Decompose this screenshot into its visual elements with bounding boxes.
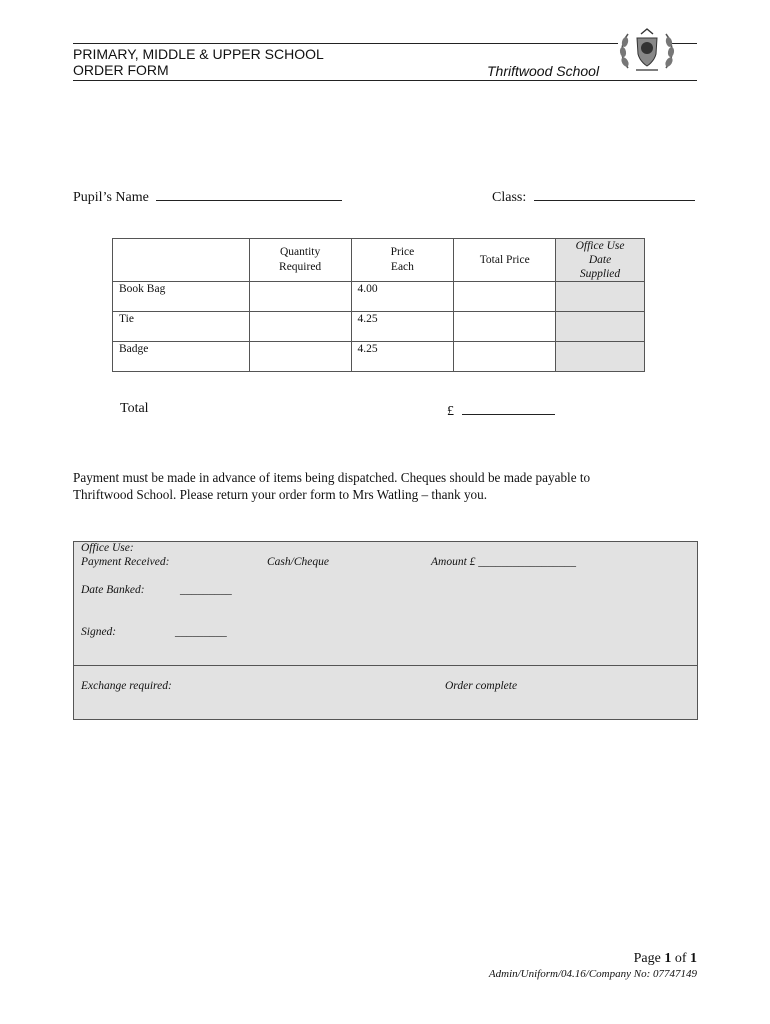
pupil-name-field[interactable] xyxy=(73,187,342,206)
header-quantity-line1: Quantity xyxy=(279,246,321,258)
header-office-line3: Supplied xyxy=(579,268,621,280)
header-office-line1: Office Use xyxy=(575,240,625,252)
page-number xyxy=(634,951,697,967)
cash-cheque-label: Cash/Cheque xyxy=(267,556,329,568)
header-item xyxy=(113,239,250,282)
date-supplied-cell xyxy=(556,312,645,342)
header-price-line2: Each xyxy=(390,261,414,273)
total-amount-field[interactable] xyxy=(447,401,555,420)
office-box-divider xyxy=(74,665,697,666)
total-price-cell[interactable] xyxy=(454,282,556,312)
table-row xyxy=(113,312,645,342)
total-label: Total xyxy=(120,401,149,416)
date-supplied-cell xyxy=(556,282,645,312)
total-price-cell[interactable] xyxy=(454,342,556,372)
office-use-box xyxy=(73,541,698,720)
amount-blank[interactable]: _________________ xyxy=(478,556,577,568)
header-title-line2: ORDER FORM xyxy=(73,62,169,78)
header-office-line2: Date xyxy=(588,254,612,266)
item-cell: Tie xyxy=(113,312,250,342)
payment-note xyxy=(73,469,713,503)
quantity-cell[interactable] xyxy=(249,342,351,372)
school-name: Thriftwood School xyxy=(487,63,600,79)
quantity-cell[interactable] xyxy=(249,282,351,312)
exchange-required-label: Exchange required: xyxy=(81,680,172,692)
signed-label: Signed: xyxy=(81,626,117,638)
header-total: Total Price xyxy=(454,239,556,282)
payment-received-label: Payment Received: xyxy=(81,556,170,568)
signed-blank[interactable]: _________ xyxy=(175,626,227,638)
order-table xyxy=(112,238,645,372)
header-price-line1: Price xyxy=(390,246,415,258)
school-crest-icon xyxy=(618,24,676,78)
table-header-row xyxy=(113,239,645,282)
total-amount-line[interactable] xyxy=(462,401,555,415)
price-cell: 4.00 xyxy=(351,282,454,312)
currency-symbol: £ xyxy=(447,404,454,419)
price-cell: 4.25 xyxy=(351,342,454,372)
header-price xyxy=(351,239,454,282)
amount-label: Amount £ xyxy=(431,556,476,568)
total-price-cell[interactable] xyxy=(454,312,556,342)
document-reference: Admin/Uniform/04.16/Company No: 07747149 xyxy=(488,968,697,980)
class-line[interactable] xyxy=(534,187,695,201)
order-complete-label: Order complete xyxy=(445,680,518,692)
price-cell: 4.25 xyxy=(351,312,454,342)
header-office-use xyxy=(556,239,645,282)
amount-field[interactable] xyxy=(431,556,576,568)
date-supplied-cell xyxy=(556,342,645,372)
quantity-cell[interactable] xyxy=(249,312,351,342)
page-total: 1 xyxy=(690,951,697,966)
pupil-name-line[interactable] xyxy=(156,187,342,201)
item-cell: Book Bag xyxy=(113,282,250,312)
page-prefix: Page xyxy=(633,951,665,966)
table-row xyxy=(113,342,645,372)
page-of: of xyxy=(671,951,690,966)
header-title xyxy=(73,46,324,78)
payment-note-line1: Payment must be made in advance of items being dispatched. Cheques should be made payable to xyxy=(73,470,591,485)
item-cell: Badge xyxy=(113,342,250,372)
date-banked-label: Date Banked: xyxy=(81,584,145,596)
pupil-name-label: Pupil’s Name xyxy=(73,190,149,205)
header-title-line1: PRIMARY, MIDDLE & UPPER SCHOOL xyxy=(73,46,324,62)
table-row xyxy=(113,282,645,312)
office-use-heading: Office Use: xyxy=(81,542,134,554)
payment-note-line2: Thriftwood School. Please return your order form to Mrs Watling – thank you. xyxy=(73,487,488,502)
date-banked-blank[interactable]: _________ xyxy=(180,584,232,596)
class-label: Class: xyxy=(492,190,527,205)
header-top-rule xyxy=(73,43,618,44)
header-quantity-line2: Required xyxy=(279,261,322,273)
class-field[interactable] xyxy=(492,187,695,206)
header-quantity xyxy=(249,239,351,282)
page-current: 1 xyxy=(664,951,672,966)
header-bottom-rule xyxy=(73,80,697,81)
